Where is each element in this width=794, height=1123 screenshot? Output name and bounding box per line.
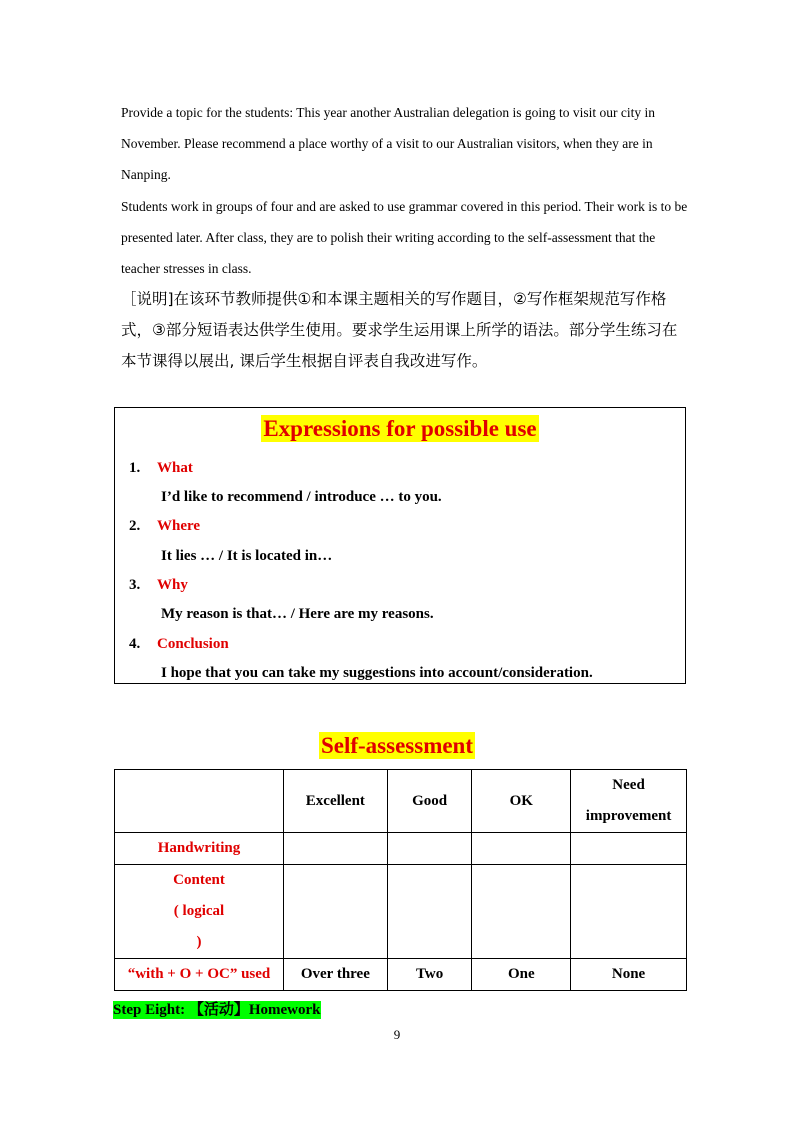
header-cell <box>115 770 284 833</box>
header-cell: Excellent <box>283 770 387 833</box>
table-cell <box>472 833 571 865</box>
header-cell: Need improvement <box>571 770 687 833</box>
step-heading: Step Eight: 【活动】Homework <box>113 1002 321 1018</box>
table-cell: Two <box>387 959 472 991</box>
expression-text-where: It lies … / It is located in… <box>161 548 333 564</box>
table-cell: One <box>472 959 571 991</box>
table-cell <box>387 833 472 865</box>
expression-heading-conclusion: 4. Conclusion <box>129 636 229 652</box>
header-cell: OK <box>472 770 571 833</box>
self-assessment-title: Self-assessment <box>320 733 474 758</box>
expression-text-why: My reason is that… / Here are my reasons. <box>161 606 434 622</box>
row-label: Content ( logical ) <box>115 865 284 959</box>
table-cell <box>571 865 687 959</box>
intro-paragraph-topic: Provide a topic for the students: This year another Australian delegation is going to visit our city in November. Please recommend a place worthy of a visit to our Australian visitors, when they are in Nanping. <box>121 105 656 182</box>
teaching-note: ［说明]在该环节教师提供①和本课主题相关的写作题目，②写作框架规范写作格式，③部分短语表达供学生使用。要求学生运用课上所学的语法。部分学生练习在本节课得以展出, 课后学生根据自评表自我改进写作。 <box>121 290 678 370</box>
table-cell: None <box>571 959 687 991</box>
table-row <box>115 833 687 865</box>
table-cell <box>387 865 472 959</box>
expression-heading-why: 3. Why <box>129 577 188 593</box>
expression-text-what: I’d like to recommend / introduce … to you. <box>161 489 442 505</box>
table-cell <box>472 865 571 959</box>
table-cell <box>571 833 687 865</box>
row-label: “with + O + OC” used <box>115 959 284 991</box>
expressions-title: Expressions for possible use <box>263 416 537 441</box>
expression-text-conclusion: I hope that you can take my suggestions into account/consideration. <box>161 665 593 681</box>
expressions-box <box>114 407 686 684</box>
self-assessment-table <box>114 769 687 991</box>
expression-heading-what: 1. What <box>129 460 193 476</box>
table-row <box>115 959 687 991</box>
table-cell <box>283 865 387 959</box>
table-cell <box>283 833 387 865</box>
table-header-row <box>115 770 687 833</box>
expression-heading-where: 2. Where <box>129 518 201 534</box>
row-label: Handwriting <box>115 833 284 865</box>
table-cell: Over three <box>283 959 387 991</box>
table-row <box>115 865 687 959</box>
page-number: 9 <box>393 1027 401 1042</box>
header-cell: Good <box>387 770 472 833</box>
intro-paragraph-groups: Students work in groups of four and are asked to use grammar covered in this period. Their work is to be presented later. After class, they are to polish their writing according to the self-assessment that the teacher stresses in class. <box>121 199 688 276</box>
